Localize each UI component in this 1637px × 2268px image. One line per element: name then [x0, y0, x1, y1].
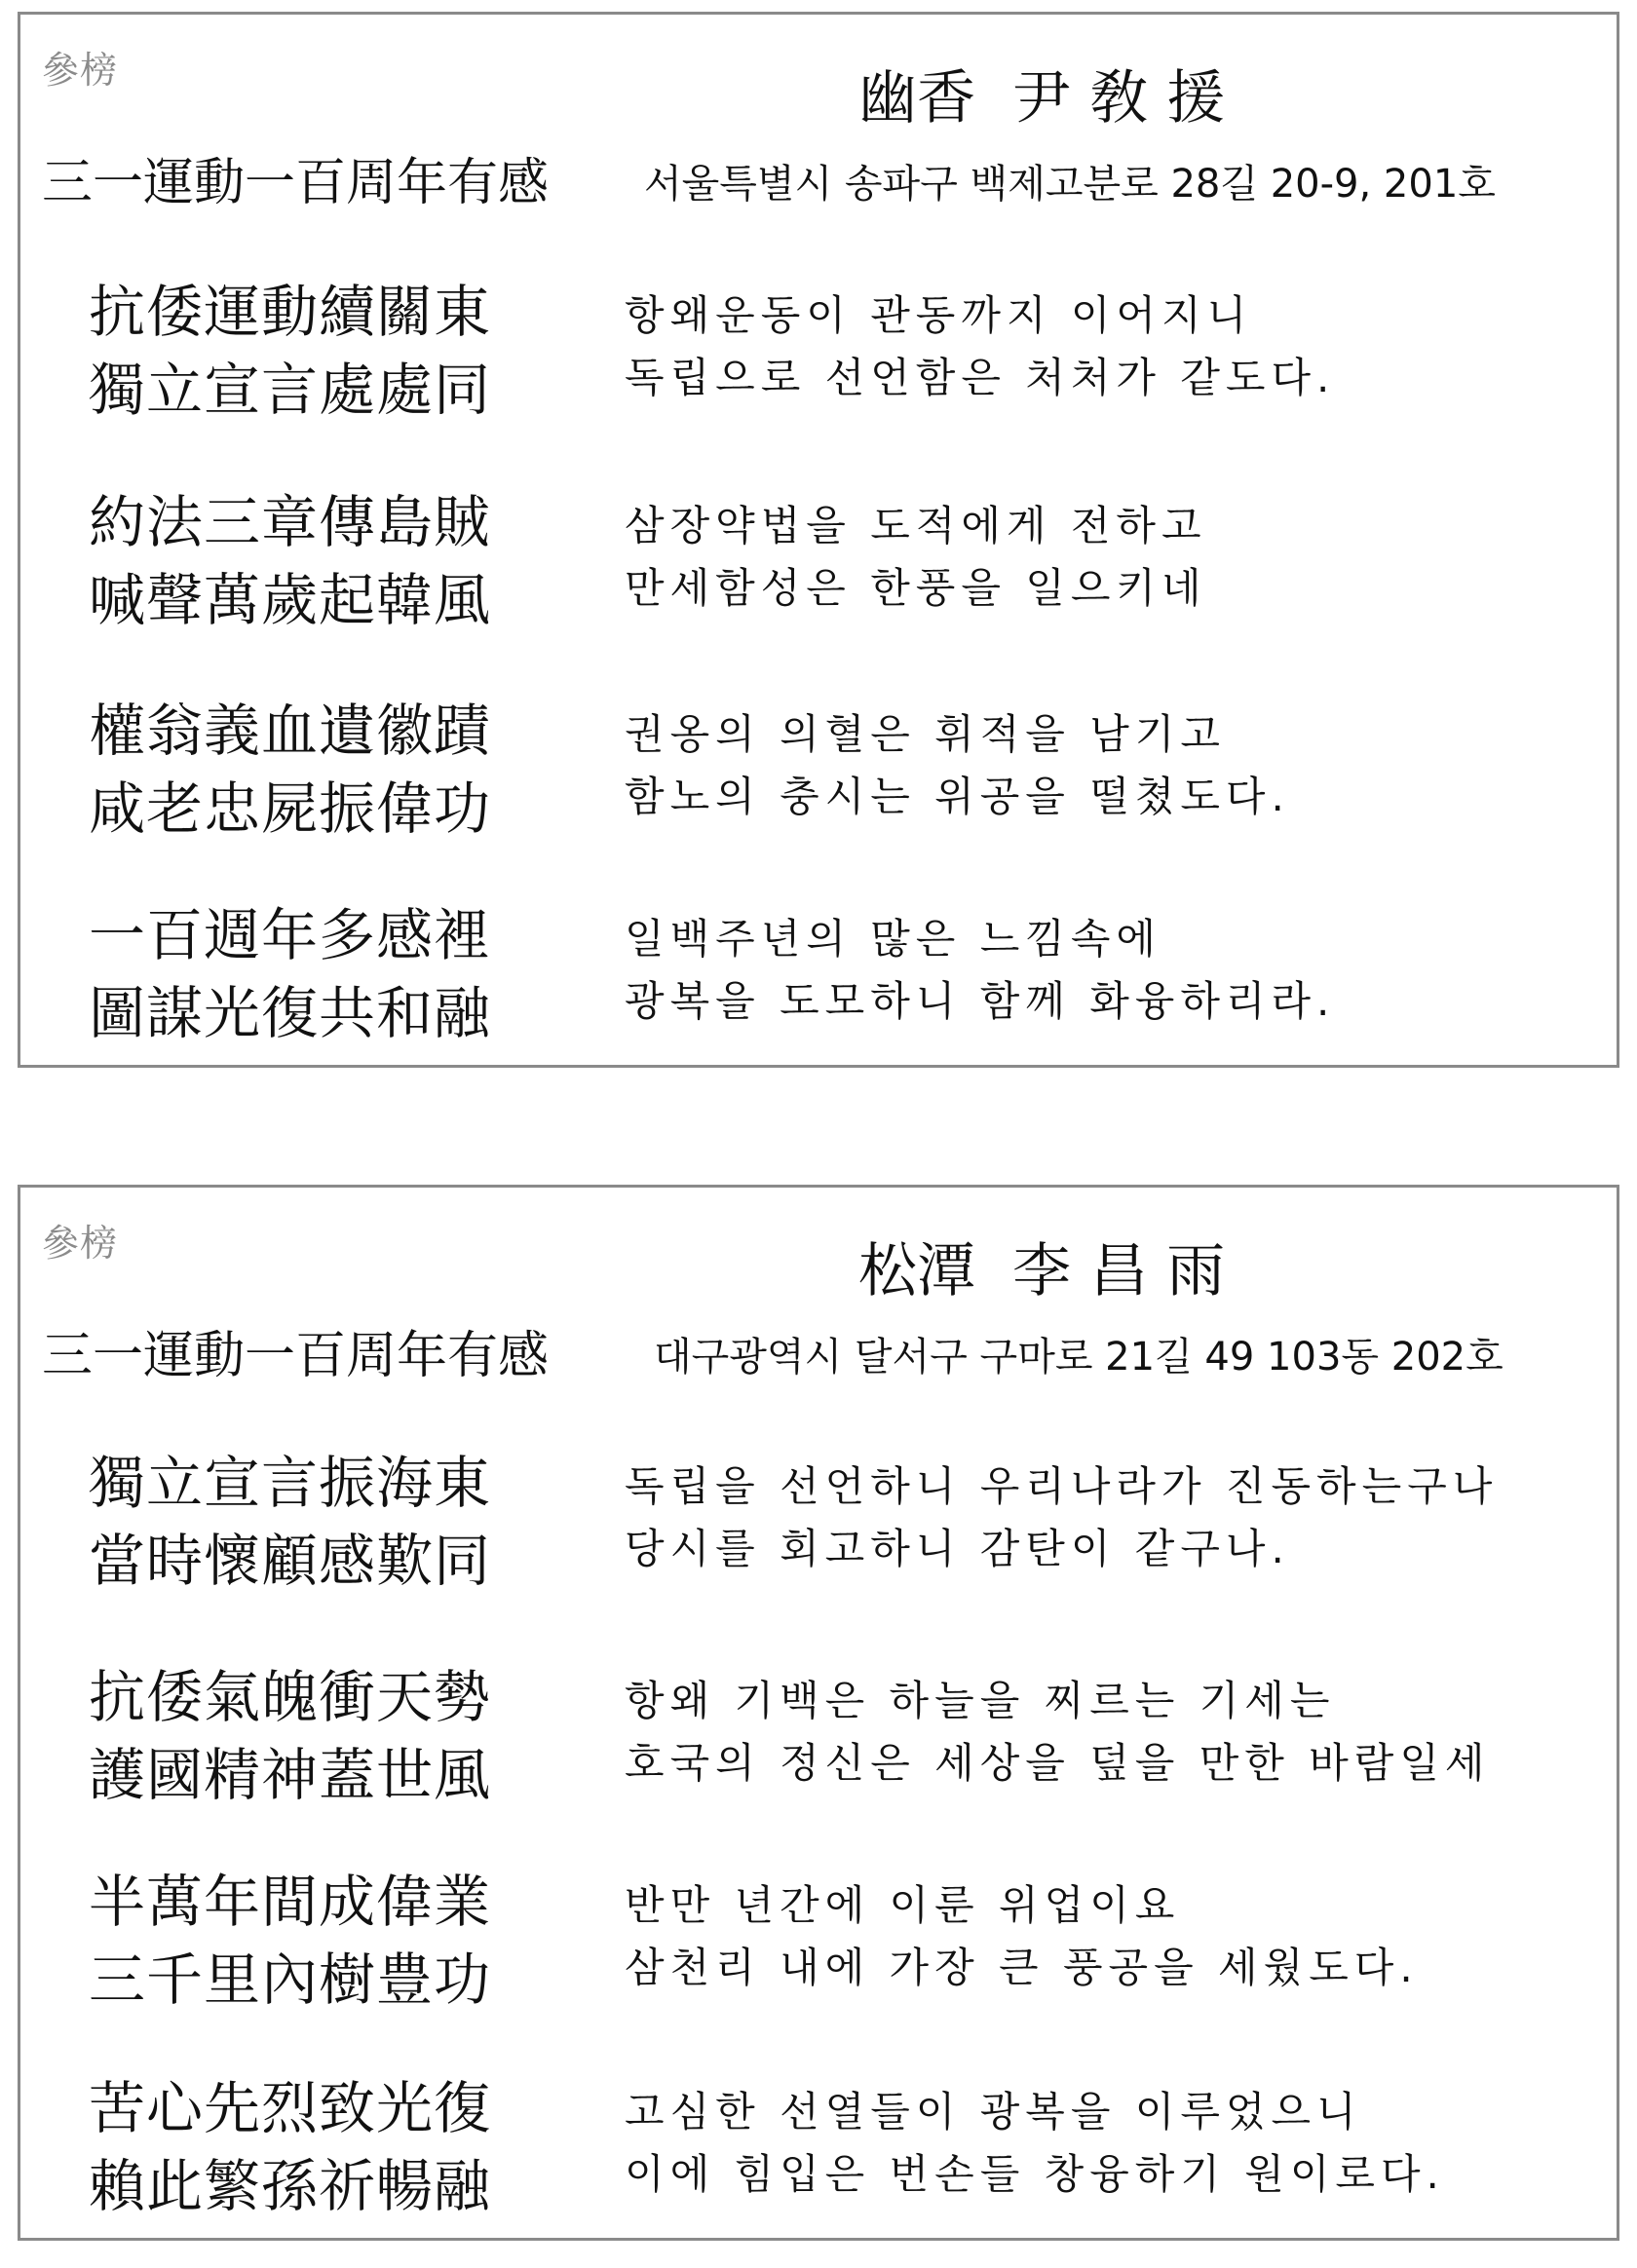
- hanja-line: 咸老忠屍振偉功: [89, 775, 492, 842]
- stanza: [89, 685, 1589, 842]
- category-tag: 參榜: [42, 49, 119, 92]
- korean-line: 일백주년의 많은 느낌속에: [625, 915, 1161, 963]
- stanza: [89, 1651, 1589, 1808]
- stanza: [89, 1437, 1589, 1594]
- hanja-line: 獨立宣言振海東: [89, 1450, 492, 1516]
- hanja-line: 抗倭氣魄衝天勢: [89, 1664, 492, 1730]
- korean-line: 만세함성은 한풍을 일으키네: [625, 564, 1207, 612]
- hanja-line: 權翁義血遺徽蹟: [89, 698, 492, 764]
- author-name: 松潭 李 昌 雨: [858, 1237, 1226, 1305]
- author-address: 대구광역시 달서구 구마로 21길 49 103동 202호: [654, 1335, 1504, 1380]
- hanja-line: 喊聲萬歲起韓風: [89, 567, 492, 633]
- category-tag: 參榜: [42, 1222, 119, 1265]
- poem-card: [18, 1185, 1619, 2241]
- poem-title: 三一運動一百周年有感: [42, 1327, 550, 1385]
- korean-line: 당시를 회고하니 감탄이 같구나.: [625, 1525, 1290, 1572]
- hanja-line: 護國精神蓋世風: [89, 1742, 492, 1808]
- korean-line: 항왜 기백은 하늘을 찌르는 기세는: [625, 1677, 1336, 1724]
- korean-line: 독립을 선언하니 우리나라가 진동하는구나: [625, 1462, 1499, 1510]
- author-address: 서울특별시 송파구 백제고분로 28길 20-9, 201호: [644, 162, 1496, 207]
- korean-line: 삼장약법을 도적에게 전하고: [625, 502, 1207, 549]
- hanja-line: 苦心先烈致光復: [89, 2075, 492, 2141]
- korean-line: 항왜운동이 관동까지 이어지니: [625, 291, 1253, 339]
- korean-line: 독립으로 선언함은 처처가 같도다.: [625, 354, 1336, 401]
- author-name: 幽香 尹 敎 援: [858, 64, 1226, 132]
- korean-line: 권옹의 의혈은 휘적을 남기고: [625, 710, 1226, 758]
- stanza: [89, 266, 1589, 423]
- korean-line: 고심한 선열들이 광복을 이루었으니: [625, 2088, 1362, 2136]
- stanza: [89, 889, 1589, 1046]
- korean-line: 이에 힘입은 번손들 창융하기 원이로다.: [625, 2150, 1445, 2198]
- stanza: [89, 2062, 1589, 2219]
- poem-title: 三一運動一百周年有感: [42, 154, 550, 212]
- hanja-line: 獨立宣言處處同: [89, 357, 492, 423]
- korean-line: 호국의 정신은 세상을 덮을 만한 바람일세: [625, 1739, 1491, 1787]
- hanja-line: 三千里內樹豊功: [89, 1947, 492, 2013]
- hanja-line: 約法三章傳島賊: [89, 489, 492, 555]
- stanza: [89, 476, 1589, 633]
- poem-card: [18, 12, 1619, 1068]
- korean-line: 반만 년간에 이룬 위업이요: [625, 1881, 1181, 1929]
- hanja-line: 當時懷顧感歎同: [89, 1528, 492, 1594]
- stanza: [89, 1856, 1589, 2013]
- hanja-line: 半萬年間成偉業: [89, 1869, 492, 1935]
- hanja-line: 圖謀光復共和融: [89, 980, 492, 1046]
- hanja-line: 賴此繁孫祈暢融: [89, 2153, 492, 2219]
- korean-line: 함노의 충시는 위공을 떨쳤도다.: [625, 773, 1290, 820]
- korean-line: 광복을 도모하니 함께 화융하리라.: [625, 977, 1336, 1025]
- hanja-line: 一百週年多感裡: [89, 902, 492, 968]
- hanja-line: 抗倭運動續關東: [89, 279, 492, 345]
- korean-line: 삼천리 내에 가장 큰 풍공을 세웠도다.: [625, 1944, 1419, 1991]
